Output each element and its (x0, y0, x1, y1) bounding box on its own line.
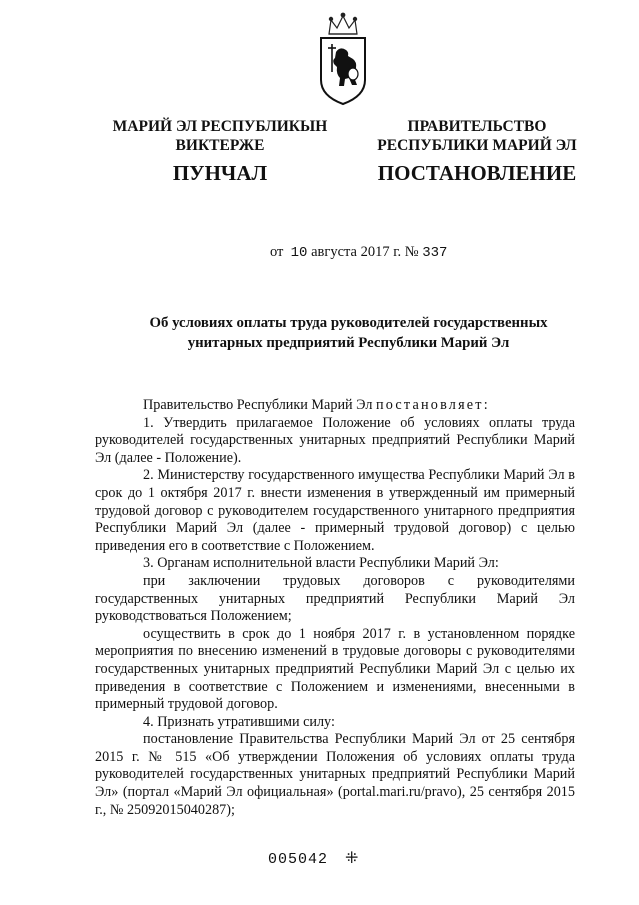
date-month-year: августа 2017 г. № (311, 244, 419, 260)
date-prefix: от (270, 244, 284, 260)
header-left-line1: МАРИЙ ЭЛ РЕСПУБЛИКЫН (112, 118, 328, 135)
date-line (270, 244, 447, 261)
title-line1: Об условиях оплаты труда руководителей государственных (149, 315, 548, 331)
header-left-line2: ВИКТЕРЖЕ (175, 137, 265, 154)
paragraph-3: 3. Органам исполнительной власти Республики Марий Эл: (143, 555, 499, 572)
intro-lead: Правительство Республики Марий Эл (143, 397, 373, 413)
serial-stamp: 005042 (268, 851, 329, 868)
header-right (352, 117, 602, 155)
header-left (95, 117, 345, 155)
paragraph-4a: постановление Правительства Республики Марий Эл от 25 сентября 2015 г. № 515 «Об утверждении Положения об условиях оплаты труда руководителей государственных унитарных предприятий Республики Марий Эл» (портал «Марий Эл официальная» (portal.mari.ru/pravo), 25 сентября 2015 г., № 25092015040287); (95, 731, 575, 818)
date-day: 10 (290, 245, 308, 261)
title-line2: унитарных предприятий Республики Марий Эл (187, 335, 510, 351)
paragraph-1: 1. Утвердить прилагаемое Положение об условиях оплаты труда руководителей государственных унитарных предприятий Республики Марий Эл (далее - Положение). (95, 414, 575, 466)
doc-type-russian: ПОСТАНОВЛЕНИЕ (377, 161, 577, 185)
paragraph-3a: при заключении трудовых договоров с руководителями государственных унитарных предприятий Республики Марий Эл руководствоваться Положением; (95, 572, 575, 625)
document-title (95, 313, 602, 353)
paragraph-4: 4. Признать утратившими силу: (143, 713, 335, 730)
document-body (95, 397, 575, 819)
paragraph-2: 2. Министерству государственного имущества Республики Марий Эл в срок до 1 октября 2017 г. внести изменения в утвержденный им примерный трудовой договор с руководителем государственного унитарного предприятия Республики Марий Эл (далее - примерный трудовой договор) с целью приведения его в соответствие с Положением. (95, 467, 575, 554)
coat-of-arms-emblem (303, 8, 383, 106)
paragraph-3b: осуществить в срок до 1 ноября 2017 г. в установленном порядке мероприятия по внесению изменений в трудовые договоры с руководителями государственных унитарных предприятий Республики Марий Эл с целью их приведения в соответствие с Положением и изменениями, внесенными в примерный трудовой договор. (95, 625, 575, 713)
header-right-line2: РЕСПУБЛИКИ МАРИЙ ЭЛ (377, 137, 577, 154)
intro-decree-word: постановляет: (375, 397, 490, 413)
header-right-line1: ПРАВИТЕЛЬСТВО (407, 118, 547, 135)
doc-type-mari: ПУНЧАЛ (172, 161, 268, 185)
document-number: 337 (422, 245, 448, 261)
intro-paragraph (95, 397, 575, 415)
decorative-mark: ⁜ (345, 850, 359, 867)
